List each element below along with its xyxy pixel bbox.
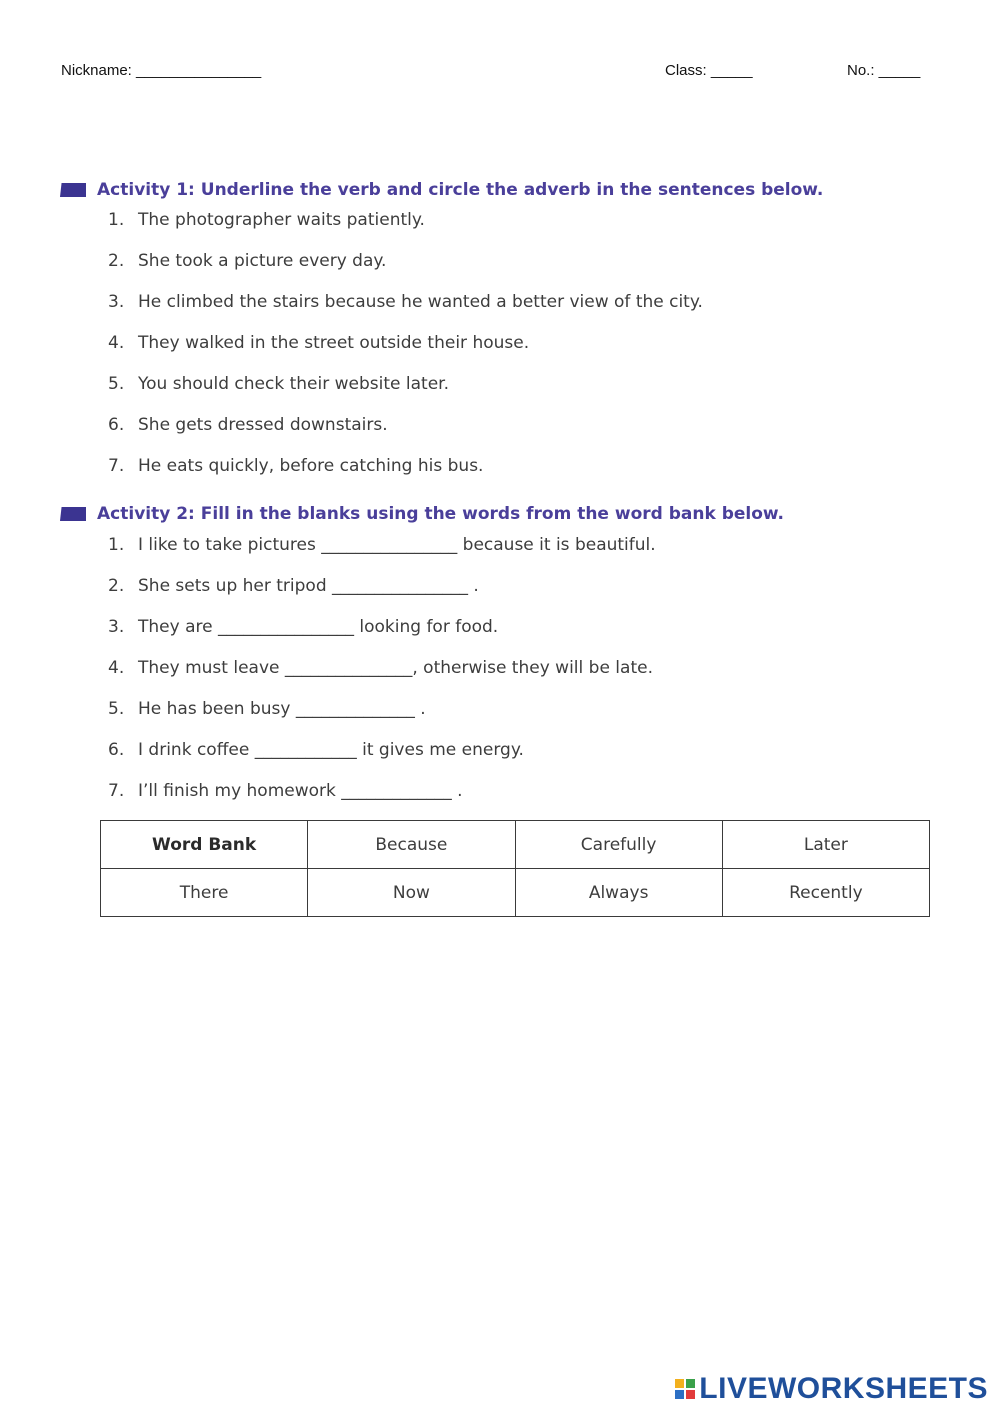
word-bank-table	[100, 820, 930, 917]
list-item: 1. The photographer waits patiently.	[108, 210, 425, 230]
flag-icon	[60, 507, 86, 521]
list-item: 3. They are ________________ looking for food.	[108, 617, 499, 637]
list-item: 1. I like to take pictures ________________ because it is beautiful.	[108, 535, 656, 555]
list-item: 6. I drink coffee ____________ it gives me energy.	[108, 740, 524, 760]
number-field: No.: _____	[847, 62, 921, 79]
activity-2-title-text: Activity 2: Fill in the blanks using the words from the word bank below.	[97, 504, 784, 524]
word-bank-cell: Later	[722, 821, 929, 869]
list-item: 2. She took a picture every day.	[108, 251, 387, 271]
word-bank-header: Word Bank	[101, 821, 308, 869]
list-item: 7. I’ll finish my homework _____________ .	[108, 781, 463, 801]
word-bank-cell: Carefully	[515, 821, 722, 869]
activity-2-title	[60, 504, 784, 524]
logo-text: LIVEWORKSHEETS	[699, 1372, 988, 1405]
word-bank-cell: Always	[515, 869, 722, 917]
logo-blocks-icon	[675, 1379, 695, 1399]
list-item: 4. They walked in the street outside their house.	[108, 333, 530, 353]
logo-block	[675, 1390, 684, 1399]
flag-icon	[60, 183, 86, 197]
word-bank-cell: Recently	[722, 869, 929, 917]
logo-block	[675, 1379, 684, 1388]
list-item: 5. He has been busy ______________ .	[108, 699, 426, 719]
logo-block	[686, 1379, 695, 1388]
logo-block	[686, 1390, 695, 1399]
word-bank-cell: Now	[308, 869, 515, 917]
class-field: Class: _____	[665, 62, 753, 79]
table-row	[101, 821, 930, 869]
liveworksheets-logo	[675, 1372, 988, 1406]
nickname-field: Nickname: _______________	[61, 62, 262, 79]
word-bank-cell: There	[101, 869, 308, 917]
table-row	[101, 869, 930, 917]
list-item: 2. She sets up her tripod ________________ .	[108, 576, 479, 596]
activity-1-title-text: Activity 1: Underline the verb and circle the adverb in the sentences below.	[97, 180, 824, 200]
list-item: 6. She gets dressed downstairs.	[108, 415, 388, 435]
list-item: 4. They must leave _______________, otherwise they will be late.	[108, 658, 653, 678]
word-bank-cell: Because	[308, 821, 515, 869]
list-item: 3. He climbed the stairs because he wanted a better view of the city.	[108, 292, 703, 312]
list-item: 5. You should check their website later.	[108, 374, 449, 394]
activity-1-title	[60, 180, 823, 200]
list-item: 7. He eats quickly, before catching his bus.	[108, 456, 484, 476]
